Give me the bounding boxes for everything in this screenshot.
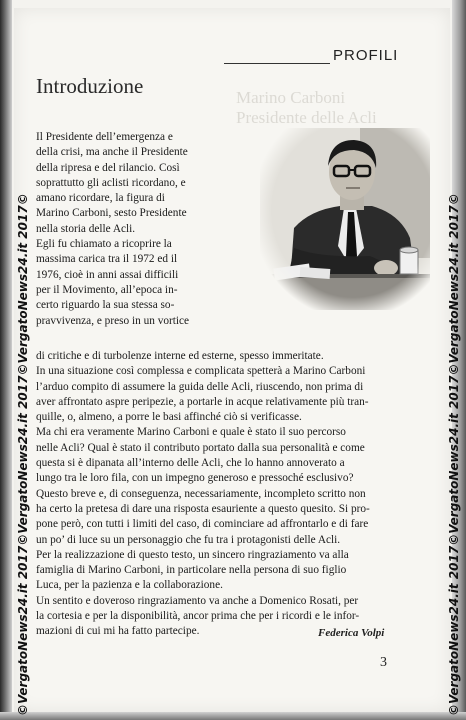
text-line: di critiche e di turbolenze interne ed esterne, spesso immeritate.	[36, 350, 324, 362]
section-label: PROFILI	[333, 47, 399, 64]
portrait-photo	[260, 128, 430, 310]
text-line: lungo tra le loro fila, con un impegno generoso e pressoché esclusivo?	[36, 472, 354, 485]
text-line: pravvivenza, e preso in un vortice	[36, 314, 190, 327]
text-line: nelle Acli? Qual è stato il contributo portato dalla sua personalità e come	[36, 441, 365, 454]
text-line: Ma chi era veramente Marino Carboni e quale è stato il suo percorso	[36, 426, 346, 439]
author-signature: Federica Volpi	[318, 627, 385, 639]
text-line: della crisi, ma anche il Presidente	[36, 146, 188, 159]
book-spine-shadow	[0, 0, 12, 720]
text-line: massima carica tra il 1972 ed il	[36, 253, 178, 266]
text-line: pone però, con tutti i limiti del caso, di cominciare ad affrontarlo e di fare	[36, 518, 369, 531]
text-line: Marino Carboni, sesto Presidente	[36, 207, 187, 220]
text-line: Luca, per la pazienza e la collaborazione.	[36, 579, 223, 592]
text-line: Questo breve e, di conseguenza, necessariamente, incompleto scritto non	[36, 487, 366, 500]
text-line: per il Movimento, all’epoca in-	[36, 283, 178, 296]
text-line: famiglia di Marino Carboni, in particolare nella persona di suo figlio	[36, 564, 347, 577]
text-line: questa si è dipanata all’interno delle Acli, che lo hanno annoverato a	[36, 457, 345, 470]
watermark-right: ©VergatoNews24.it 2017©VergatoNews24.it 2017©VergatoNews24.it 2017©	[447, 193, 461, 716]
text-line: Un sentito e doveroso ringraziamento va anche a Domenico Rosati, per	[36, 594, 359, 607]
page-title: Introduzione	[36, 74, 144, 98]
text-line: Il Presidente dell’emergenza e	[36, 131, 173, 143]
text-line: soprattutto gli aclisti ricordano, e	[36, 176, 186, 189]
text-line: certo riguardo la sua stessa so-	[36, 299, 175, 312]
text-line: l’arduo compito di assumere la guida delle Acli, riuscendo, non prima di	[36, 380, 364, 393]
text-line: quille, o, almeno, a porre le basi affinché ciò si verificasse.	[36, 411, 302, 424]
text-line: mazioni di cui mi ha fatto partecipe.	[36, 625, 200, 638]
text-line: Egli fu chiamato a ricoprire la	[36, 238, 172, 251]
page-number: 3	[380, 655, 387, 670]
header-rule	[224, 63, 330, 64]
text-line: ha certo la pretesa di dare una risposta esauriente a questo quesito. Si pro-	[36, 502, 370, 515]
show-through-text	[236, 88, 377, 128]
text-line: In una situazione così complessa e complicata spetterà a Marino Carboni	[36, 365, 366, 378]
text-line: un po’ di luce su un personaggio che fu tra i protagonisti delle Acli.	[36, 533, 341, 546]
body-text	[36, 349, 393, 640]
page-edge-bottom	[0, 712, 466, 720]
text-line: amano ricordare, la figura di	[36, 192, 165, 205]
text-line: nella storia delle Acli.	[36, 222, 136, 235]
text-line: la cortesia e per la disponibilità, ancor prima che per i ricordi e le infor-	[36, 610, 360, 623]
text-line: Per la realizzazione di questo testo, un sincero ringraziamento va alla	[36, 548, 349, 561]
intro-column-text	[36, 130, 204, 329]
text-line: della ripresa e del rilancio. Così	[36, 161, 180, 174]
text-line: 1976, cioè in anni assai difficili	[36, 268, 179, 281]
show-through-line: Marino Carboni	[236, 88, 346, 107]
show-through-line: Presidente delle Acli	[236, 108, 377, 127]
watermark-left: ©VergatoNews24.it 2017©VergatoNews24.it 2017©VergatoNews24.it 2017©	[16, 193, 30, 716]
text-line: aver affrontato aspre peripezie, a portarle in acque relativamente più tran-	[36, 395, 369, 408]
